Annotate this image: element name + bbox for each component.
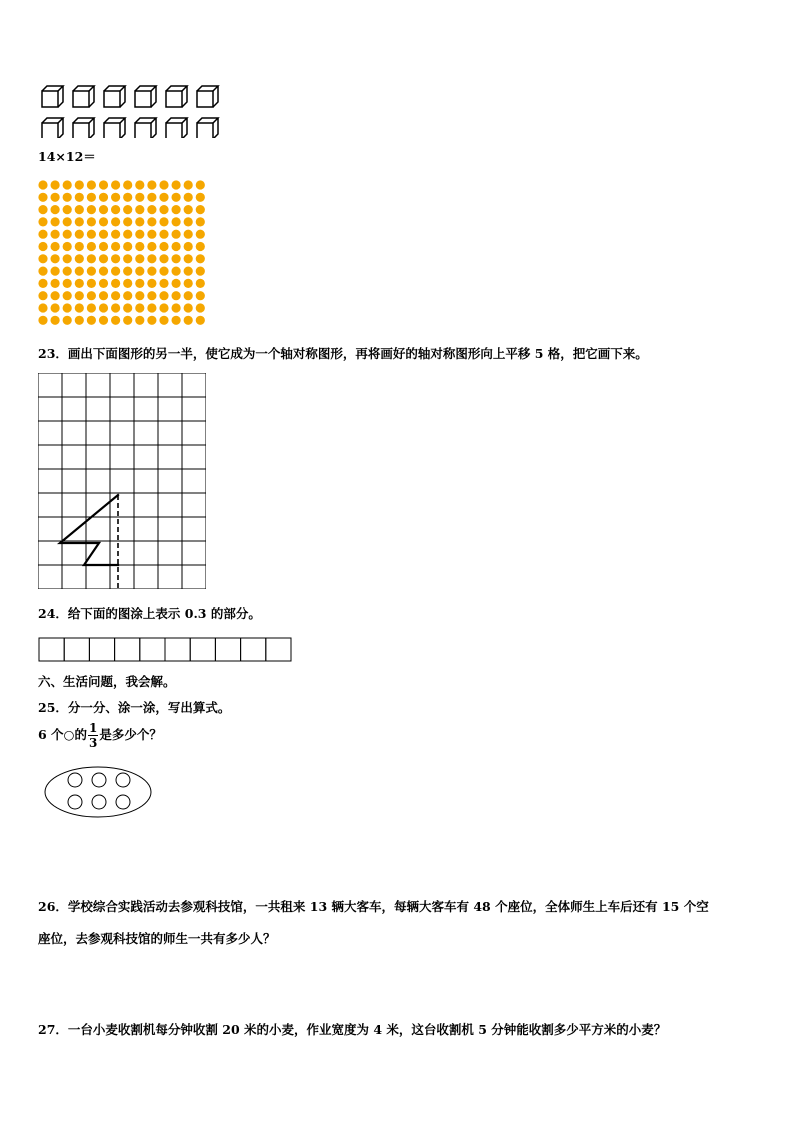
dot <box>75 279 84 288</box>
dot <box>99 217 108 226</box>
dot <box>87 230 96 239</box>
dot <box>147 279 156 288</box>
dot <box>147 217 156 226</box>
dot <box>99 303 108 312</box>
strip-cell[interactable] <box>266 638 291 661</box>
cube-icon <box>104 86 125 107</box>
dot <box>123 254 132 263</box>
dot <box>111 242 120 251</box>
dot <box>87 254 96 263</box>
dot <box>38 193 47 202</box>
dot <box>135 279 144 288</box>
dot <box>111 279 120 288</box>
dot <box>147 267 156 276</box>
cube-icon <box>42 86 63 107</box>
strip-cell[interactable] <box>140 638 165 661</box>
dot <box>38 180 47 189</box>
fraction-numerator: 1 <box>88 721 98 735</box>
dot <box>123 267 132 276</box>
dot <box>51 180 60 189</box>
dot-array <box>38 180 210 326</box>
half-figure <box>60 495 118 565</box>
dot <box>75 291 84 300</box>
dot <box>184 205 193 214</box>
q26-line2: 座位，去参观科技馆的师生一共有多少人？ <box>38 931 276 946</box>
circles-in-oval <box>44 766 152 818</box>
dot <box>75 205 84 214</box>
dot <box>147 193 156 202</box>
dot <box>159 205 168 214</box>
dot <box>111 205 120 214</box>
dot <box>159 279 168 288</box>
q24-text: 24．给下面的图涂上表示 0.3 的部分。 <box>38 606 261 621</box>
dot <box>99 279 108 288</box>
dot <box>75 267 84 276</box>
circle-item <box>116 795 130 809</box>
cube-icon <box>197 86 218 107</box>
dot <box>196 316 205 325</box>
q26-line1: 26．学校综合实践活动去参观科技馆，一共租来 13 辆大客车，每辆大客车有 48 个座位，全体师生上车后还有 15 个空 <box>38 899 709 914</box>
q25-suffix: 是多少个？ <box>99 727 162 742</box>
cube-icon <box>197 118 218 138</box>
dot <box>99 180 108 189</box>
dot <box>99 242 108 251</box>
dot <box>38 267 47 276</box>
strip-cell[interactable] <box>64 638 89 661</box>
dot <box>172 180 181 189</box>
dot <box>63 279 72 288</box>
dot <box>184 316 193 325</box>
strip-cell[interactable] <box>165 638 190 661</box>
cube-icon <box>166 86 187 107</box>
dot <box>196 193 205 202</box>
dot <box>63 180 72 189</box>
dot <box>111 291 120 300</box>
dot <box>87 303 96 312</box>
dot <box>38 242 47 251</box>
dot <box>63 303 72 312</box>
dot <box>147 291 156 300</box>
symmetry-grid <box>38 373 206 589</box>
dot <box>184 180 193 189</box>
dot <box>123 316 132 325</box>
oval-outline <box>45 767 151 817</box>
cube-icon <box>73 86 94 107</box>
dot <box>51 217 60 226</box>
dot <box>123 303 132 312</box>
dot <box>51 205 60 214</box>
dot <box>123 230 132 239</box>
dot <box>184 267 193 276</box>
cube-icon <box>73 118 94 138</box>
dot <box>135 303 144 312</box>
circle-item <box>116 773 130 787</box>
dot <box>99 291 108 300</box>
strip-cell[interactable] <box>39 638 64 661</box>
dot <box>75 303 84 312</box>
dot <box>135 291 144 300</box>
dot <box>196 217 205 226</box>
dot <box>87 316 96 325</box>
dot <box>159 254 168 263</box>
dot <box>159 316 168 325</box>
dot <box>99 316 108 325</box>
dot <box>51 230 60 239</box>
dot <box>147 180 156 189</box>
dot <box>111 180 120 189</box>
dot <box>111 193 120 202</box>
strip-cell[interactable] <box>241 638 266 661</box>
dot <box>159 180 168 189</box>
dot <box>87 193 96 202</box>
section-title: 六、生活问题，我会解。 <box>38 674 176 689</box>
dot <box>196 205 205 214</box>
dot <box>75 316 84 325</box>
dot <box>63 254 72 263</box>
dot <box>172 205 181 214</box>
dot <box>111 303 120 312</box>
dot <box>75 180 84 189</box>
dot <box>38 279 47 288</box>
dot <box>184 291 193 300</box>
dot <box>172 217 181 226</box>
dot <box>38 316 47 325</box>
dot <box>51 316 60 325</box>
strip-cell[interactable] <box>115 638 140 661</box>
dot <box>111 230 120 239</box>
dot <box>184 230 193 239</box>
dot <box>147 242 156 251</box>
dot <box>38 230 47 239</box>
dot <box>99 230 108 239</box>
dot <box>184 193 193 202</box>
circle-item <box>92 795 106 809</box>
dot <box>87 180 96 189</box>
dot <box>75 217 84 226</box>
dot <box>63 316 72 325</box>
dot <box>196 279 205 288</box>
dot <box>51 279 60 288</box>
dot <box>172 279 181 288</box>
dot <box>147 205 156 214</box>
dot <box>111 316 120 325</box>
dot <box>159 267 168 276</box>
dot <box>63 205 72 214</box>
dot <box>75 230 84 239</box>
dot <box>123 180 132 189</box>
dot <box>196 291 205 300</box>
dot <box>75 242 84 251</box>
dot <box>38 303 47 312</box>
dot <box>51 254 60 263</box>
fraction <box>88 722 98 749</box>
dot <box>87 205 96 214</box>
dot <box>99 205 108 214</box>
dot <box>63 242 72 251</box>
fraction-denominator: 3 <box>88 736 98 750</box>
dot <box>63 267 72 276</box>
dot <box>196 180 205 189</box>
dot <box>184 254 193 263</box>
dot <box>123 291 132 300</box>
cube-rows <box>40 82 230 138</box>
dot <box>135 193 144 202</box>
dot <box>63 230 72 239</box>
dot <box>147 316 156 325</box>
dot <box>184 217 193 226</box>
cube-icon <box>135 86 156 107</box>
dot <box>38 254 47 263</box>
dot <box>123 193 132 202</box>
dot <box>111 217 120 226</box>
dot <box>159 303 168 312</box>
dot <box>123 242 132 251</box>
dot <box>196 242 205 251</box>
dot <box>159 193 168 202</box>
dot <box>87 242 96 251</box>
dot <box>135 254 144 263</box>
dot <box>135 267 144 276</box>
dot <box>172 303 181 312</box>
dot <box>135 205 144 214</box>
dot <box>172 316 181 325</box>
dot <box>172 193 181 202</box>
circle-item <box>92 773 106 787</box>
dot <box>87 291 96 300</box>
dot <box>111 267 120 276</box>
strip-cell[interactable] <box>89 638 114 661</box>
circle-item <box>68 773 82 787</box>
dot <box>38 205 47 214</box>
decimal-strip <box>38 637 292 662</box>
dot <box>159 217 168 226</box>
dot <box>99 254 108 263</box>
dot <box>147 303 156 312</box>
dot <box>38 291 47 300</box>
cube-icon <box>104 118 125 138</box>
dot <box>159 242 168 251</box>
q22-expression: 14×12＝ <box>38 149 96 164</box>
dot <box>159 291 168 300</box>
dot <box>172 230 181 239</box>
dot <box>196 267 205 276</box>
cube-icon <box>42 118 63 138</box>
dot <box>87 279 96 288</box>
dot <box>184 303 193 312</box>
strip-cell[interactable] <box>215 638 240 661</box>
dot <box>123 205 132 214</box>
dot <box>135 316 144 325</box>
dot <box>196 254 205 263</box>
dot <box>51 303 60 312</box>
dot <box>172 291 181 300</box>
dot <box>99 193 108 202</box>
q27-text: 27．一台小麦收割机每分钟收割 20 米的小麦，作业宽度为 4 米，这台收割机 5 分钟能收割多少平方米的小麦？ <box>38 1022 667 1037</box>
dot <box>135 242 144 251</box>
dot <box>123 279 132 288</box>
dot <box>135 230 144 239</box>
dot <box>51 193 60 202</box>
dot <box>123 217 132 226</box>
dot <box>172 254 181 263</box>
dot <box>75 254 84 263</box>
q25-prefix: 6 个○的 <box>38 727 87 742</box>
dot <box>111 254 120 263</box>
dot <box>87 217 96 226</box>
dot <box>196 230 205 239</box>
strip-cell[interactable] <box>190 638 215 661</box>
circle-item <box>68 795 82 809</box>
dot <box>159 230 168 239</box>
dot <box>75 193 84 202</box>
dot <box>38 217 47 226</box>
dot <box>184 242 193 251</box>
cube-icon <box>166 118 187 138</box>
q23-text: 23．画出下面图形的另一半，使它成为一个轴对称图形，再将画好的轴对称图形向上平移 5 格，把它画下来。 <box>38 346 648 361</box>
dot <box>147 230 156 239</box>
dot <box>135 217 144 226</box>
q25-text: 25．分一分、涂一涂，写出算式。 <box>38 700 231 715</box>
dot <box>51 267 60 276</box>
dot <box>63 193 72 202</box>
dot <box>51 242 60 251</box>
dot <box>63 217 72 226</box>
cube-icon <box>135 118 156 138</box>
dot <box>196 303 205 312</box>
q25-question <box>38 722 162 749</box>
dot <box>135 180 144 189</box>
dot <box>147 254 156 263</box>
dot <box>184 279 193 288</box>
dot <box>63 291 72 300</box>
dot <box>51 291 60 300</box>
dot <box>172 242 181 251</box>
dot <box>87 267 96 276</box>
dot <box>172 267 181 276</box>
dot <box>99 267 108 276</box>
